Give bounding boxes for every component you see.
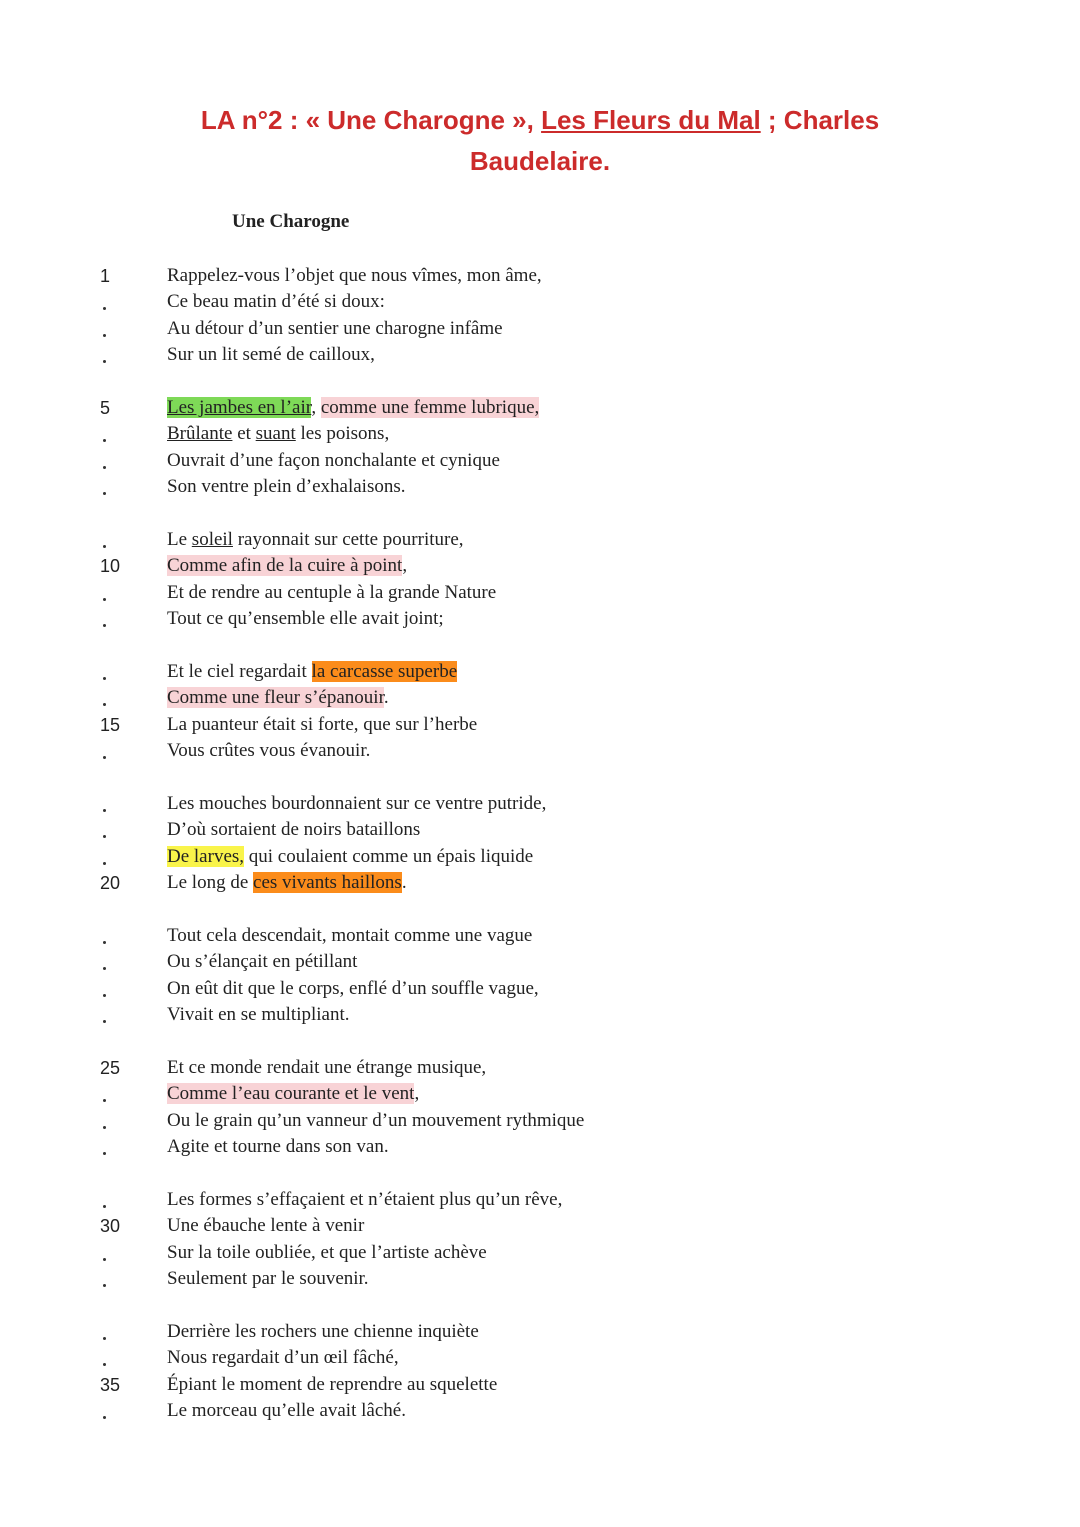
line-text xyxy=(167,474,406,500)
line-marker-dot xyxy=(103,949,109,975)
line-marker-dot xyxy=(103,1345,109,1371)
line-marker-dot xyxy=(103,791,109,817)
highlighted-segment: comme une femme lubrique, xyxy=(320,397,540,418)
line-marker-dot xyxy=(103,659,109,685)
line-marker-dot xyxy=(103,738,109,764)
text-segment: Sur un lit semé de cailloux, xyxy=(167,344,375,366)
text-segment: Vous crûtes vous évanouir. xyxy=(167,740,371,762)
text-segment: Sur la toile oubliée, et que l’artiste achève xyxy=(167,1241,487,1263)
line-text xyxy=(167,606,444,632)
poem-line xyxy=(0,553,1080,579)
line-marker-dot xyxy=(103,580,109,606)
poem-line xyxy=(0,316,1080,342)
line-text xyxy=(167,1081,419,1107)
line-text xyxy=(167,659,457,685)
poem-line xyxy=(0,685,1080,711)
poem-line xyxy=(0,1134,1080,1160)
line-number: 20 xyxy=(100,873,121,894)
text-segment: , xyxy=(414,1083,420,1105)
poem-line xyxy=(0,1081,1080,1107)
highlighted-segment: soleil xyxy=(191,529,233,550)
line-text xyxy=(167,1240,487,1266)
text-segment: Les mouches bourdonnaient sur ce ventre putride, xyxy=(167,793,547,814)
poem-line xyxy=(0,1002,1080,1028)
line-text xyxy=(167,553,407,579)
poem-line xyxy=(0,263,1080,289)
line-text xyxy=(167,870,407,896)
poem-line xyxy=(0,1240,1080,1266)
poem-line xyxy=(0,1372,1080,1398)
poem-line xyxy=(0,1213,1080,1239)
poem-line xyxy=(0,474,1080,500)
line-number: 5 xyxy=(100,398,111,418)
text-segment: Et de rendre au centuple à la grande Nature xyxy=(167,581,497,603)
line-marker-dot xyxy=(103,1187,109,1213)
text-segment: Une ébauche lente à venir xyxy=(167,1215,365,1237)
poem-line xyxy=(0,1108,1080,1134)
text-segment: D’où sortaient de noirs bataillons xyxy=(167,819,421,841)
poem-line xyxy=(0,606,1080,632)
line-text xyxy=(167,421,389,447)
line-marker-dot xyxy=(103,844,109,870)
line-marker-dot xyxy=(103,448,109,474)
highlighted-segment: Comme l’eau courante et le vent xyxy=(167,1083,415,1105)
poem-line xyxy=(0,1266,1080,1292)
line-marker-dot xyxy=(103,316,109,342)
poem-line xyxy=(0,342,1080,368)
line-text xyxy=(167,1372,497,1398)
highlighted-segment: Les jambes en l’air xyxy=(167,397,312,418)
line-number: 35 xyxy=(100,1374,121,1395)
text-segment: Ou le grain qu’un vanneur d’un mouvement rythmique xyxy=(167,1109,585,1131)
line-marker-dot xyxy=(103,527,109,553)
text-segment: . xyxy=(383,687,389,709)
line-text xyxy=(167,738,370,764)
poem-line xyxy=(0,712,1080,738)
poem-line xyxy=(0,580,1080,606)
line-text xyxy=(167,289,385,315)
line-number: 1 xyxy=(100,266,111,286)
line-marker-dot xyxy=(103,1266,109,1292)
text-segment: Tout cela descendait, montait comme une vague xyxy=(167,925,533,946)
line-text xyxy=(167,712,477,738)
poem-line xyxy=(0,1319,1080,1345)
line-text xyxy=(167,844,533,870)
poem-line xyxy=(0,1055,1080,1081)
text-segment: Seulement par le souvenir. xyxy=(167,1268,369,1290)
highlighted-segment: suant xyxy=(255,423,296,445)
line-text xyxy=(167,1055,486,1081)
line-marker-dot xyxy=(103,685,109,711)
text-segment: Et le ciel regardait xyxy=(167,661,312,682)
highlighted-segment: Brûlante xyxy=(167,423,233,445)
poem-line xyxy=(0,844,1080,870)
line-marker-dot xyxy=(103,421,109,447)
poem-line xyxy=(0,923,1080,949)
text-segment: et xyxy=(232,423,256,445)
line-marker-dot xyxy=(103,1108,109,1134)
text-segment: Le xyxy=(167,529,192,550)
highlighted-segment: De larves, xyxy=(167,845,245,867)
text-segment: qui coulaient comme un épais liquide xyxy=(248,845,534,867)
text-segment: Ouvrait d’une façon nonchalante et cynique xyxy=(167,449,500,471)
title-author-last: Baudelaire. xyxy=(469,146,611,176)
text-segment: Le morceau qu’elle avait lâché. xyxy=(167,1400,406,1422)
poem-line xyxy=(0,817,1080,843)
line-text xyxy=(167,923,532,949)
poem-line xyxy=(0,870,1080,896)
poem-line xyxy=(0,949,1080,975)
highlighted-segment: Comme une fleur s’épanouir xyxy=(167,687,384,709)
line-marker-dot xyxy=(103,817,109,843)
line-text xyxy=(167,580,496,606)
line-text xyxy=(167,949,357,975)
highlighted-segment: la carcasse superbe xyxy=(311,661,458,682)
text-segment: , xyxy=(402,555,408,577)
poem-line xyxy=(0,448,1080,474)
poem-line xyxy=(0,289,1080,315)
text-segment: Les formes s’effaçaient et n’étaient plus qu’un rêve, xyxy=(167,1189,563,1210)
poem-line xyxy=(0,738,1080,764)
line-text xyxy=(167,263,542,289)
line-marker-dot xyxy=(103,1398,109,1424)
text-segment: Au détour d’un sentier une charogne infâme xyxy=(167,317,503,339)
text-segment: les poisons, xyxy=(295,423,390,445)
line-text xyxy=(167,1108,584,1134)
poem-line xyxy=(0,1345,1080,1371)
title-prefix: LA n°2 : « Une Charogne », xyxy=(200,105,542,135)
title-work: Les Fleurs du Mal xyxy=(541,105,761,135)
poem-line xyxy=(0,395,1080,421)
poem-line xyxy=(0,659,1080,685)
line-text xyxy=(167,316,503,342)
line-text xyxy=(167,1002,350,1028)
text-segment: On eût dit que le corps, enflé d’un souffle vague, xyxy=(167,977,539,999)
line-marker-dot xyxy=(103,1081,109,1107)
line-text xyxy=(167,976,539,1002)
line-marker-dot xyxy=(103,289,109,315)
poem-line xyxy=(0,421,1080,447)
line-number: 15 xyxy=(100,714,121,735)
text-segment: . xyxy=(401,872,407,894)
line-text xyxy=(167,342,375,368)
line-text xyxy=(167,1134,389,1160)
line-marker-dot xyxy=(103,976,109,1002)
poem-line xyxy=(0,1187,1080,1213)
poem-line xyxy=(0,976,1080,1002)
text-segment: Épiant le moment de reprendre au squelette xyxy=(167,1373,498,1395)
poem-title: Une Charogne xyxy=(232,211,350,232)
page-title xyxy=(120,100,960,182)
line-text xyxy=(167,1266,369,1292)
line-marker-dot xyxy=(103,1319,109,1345)
text-segment: La puanteur était si forte, que sur l’herbe xyxy=(167,713,478,735)
line-marker-dot xyxy=(103,606,109,632)
text-segment: Son ventre plein d’exhalaisons. xyxy=(167,476,406,498)
text-segment: Ou s’élançait en pétillant xyxy=(167,951,358,973)
text-segment: Rappelez-vous l’objet que nous vîmes, mon âme, xyxy=(167,265,542,286)
line-text xyxy=(167,527,464,553)
highlighted-segment: Comme afin de la cuire à point xyxy=(167,555,403,577)
line-marker-dot xyxy=(103,1134,109,1160)
line-number: 10 xyxy=(100,556,121,577)
line-text xyxy=(167,1319,479,1345)
line-marker-dot xyxy=(103,1240,109,1266)
line-marker-dot xyxy=(103,1002,109,1028)
line-number: 30 xyxy=(100,1216,121,1237)
text-segment: Vivait en se multipliant. xyxy=(167,1004,350,1026)
text-segment: Derrière les rochers une chienne inquiète xyxy=(167,1321,479,1342)
text-segment: Ce beau matin d’été si doux: xyxy=(167,291,385,313)
line-text xyxy=(167,1213,364,1239)
poem-line xyxy=(0,791,1080,817)
line-text xyxy=(167,817,420,843)
line-text xyxy=(167,1398,406,1424)
line-text xyxy=(167,1345,399,1371)
poem-line xyxy=(0,527,1080,553)
line-text xyxy=(167,685,389,711)
line-text xyxy=(167,791,546,817)
poem-line xyxy=(0,1398,1080,1424)
line-marker-dot xyxy=(103,474,109,500)
line-marker-dot xyxy=(103,923,109,949)
text-segment: Tout ce qu’ensemble elle avait joint; xyxy=(167,608,444,630)
highlighted-segment: ces vivants haillons xyxy=(253,872,402,894)
text-segment: Le long de xyxy=(167,872,254,894)
text-segment: , xyxy=(311,397,321,418)
line-text xyxy=(167,1187,562,1213)
text-segment: Agite et tourne dans son van. xyxy=(167,1136,389,1158)
line-marker-dot xyxy=(103,342,109,368)
line-text xyxy=(167,395,539,421)
line-number: 25 xyxy=(100,1058,121,1078)
text-segment: Et ce monde rendait une étrange musique, xyxy=(167,1057,487,1078)
title-separator: ; xyxy=(760,105,784,135)
line-text xyxy=(167,448,500,474)
text-segment: rayonnait sur cette pourriture, xyxy=(232,529,464,550)
title-author-first: Charles xyxy=(783,105,880,135)
text-segment: Nous regardait d’un œil fâché, xyxy=(167,1347,399,1369)
